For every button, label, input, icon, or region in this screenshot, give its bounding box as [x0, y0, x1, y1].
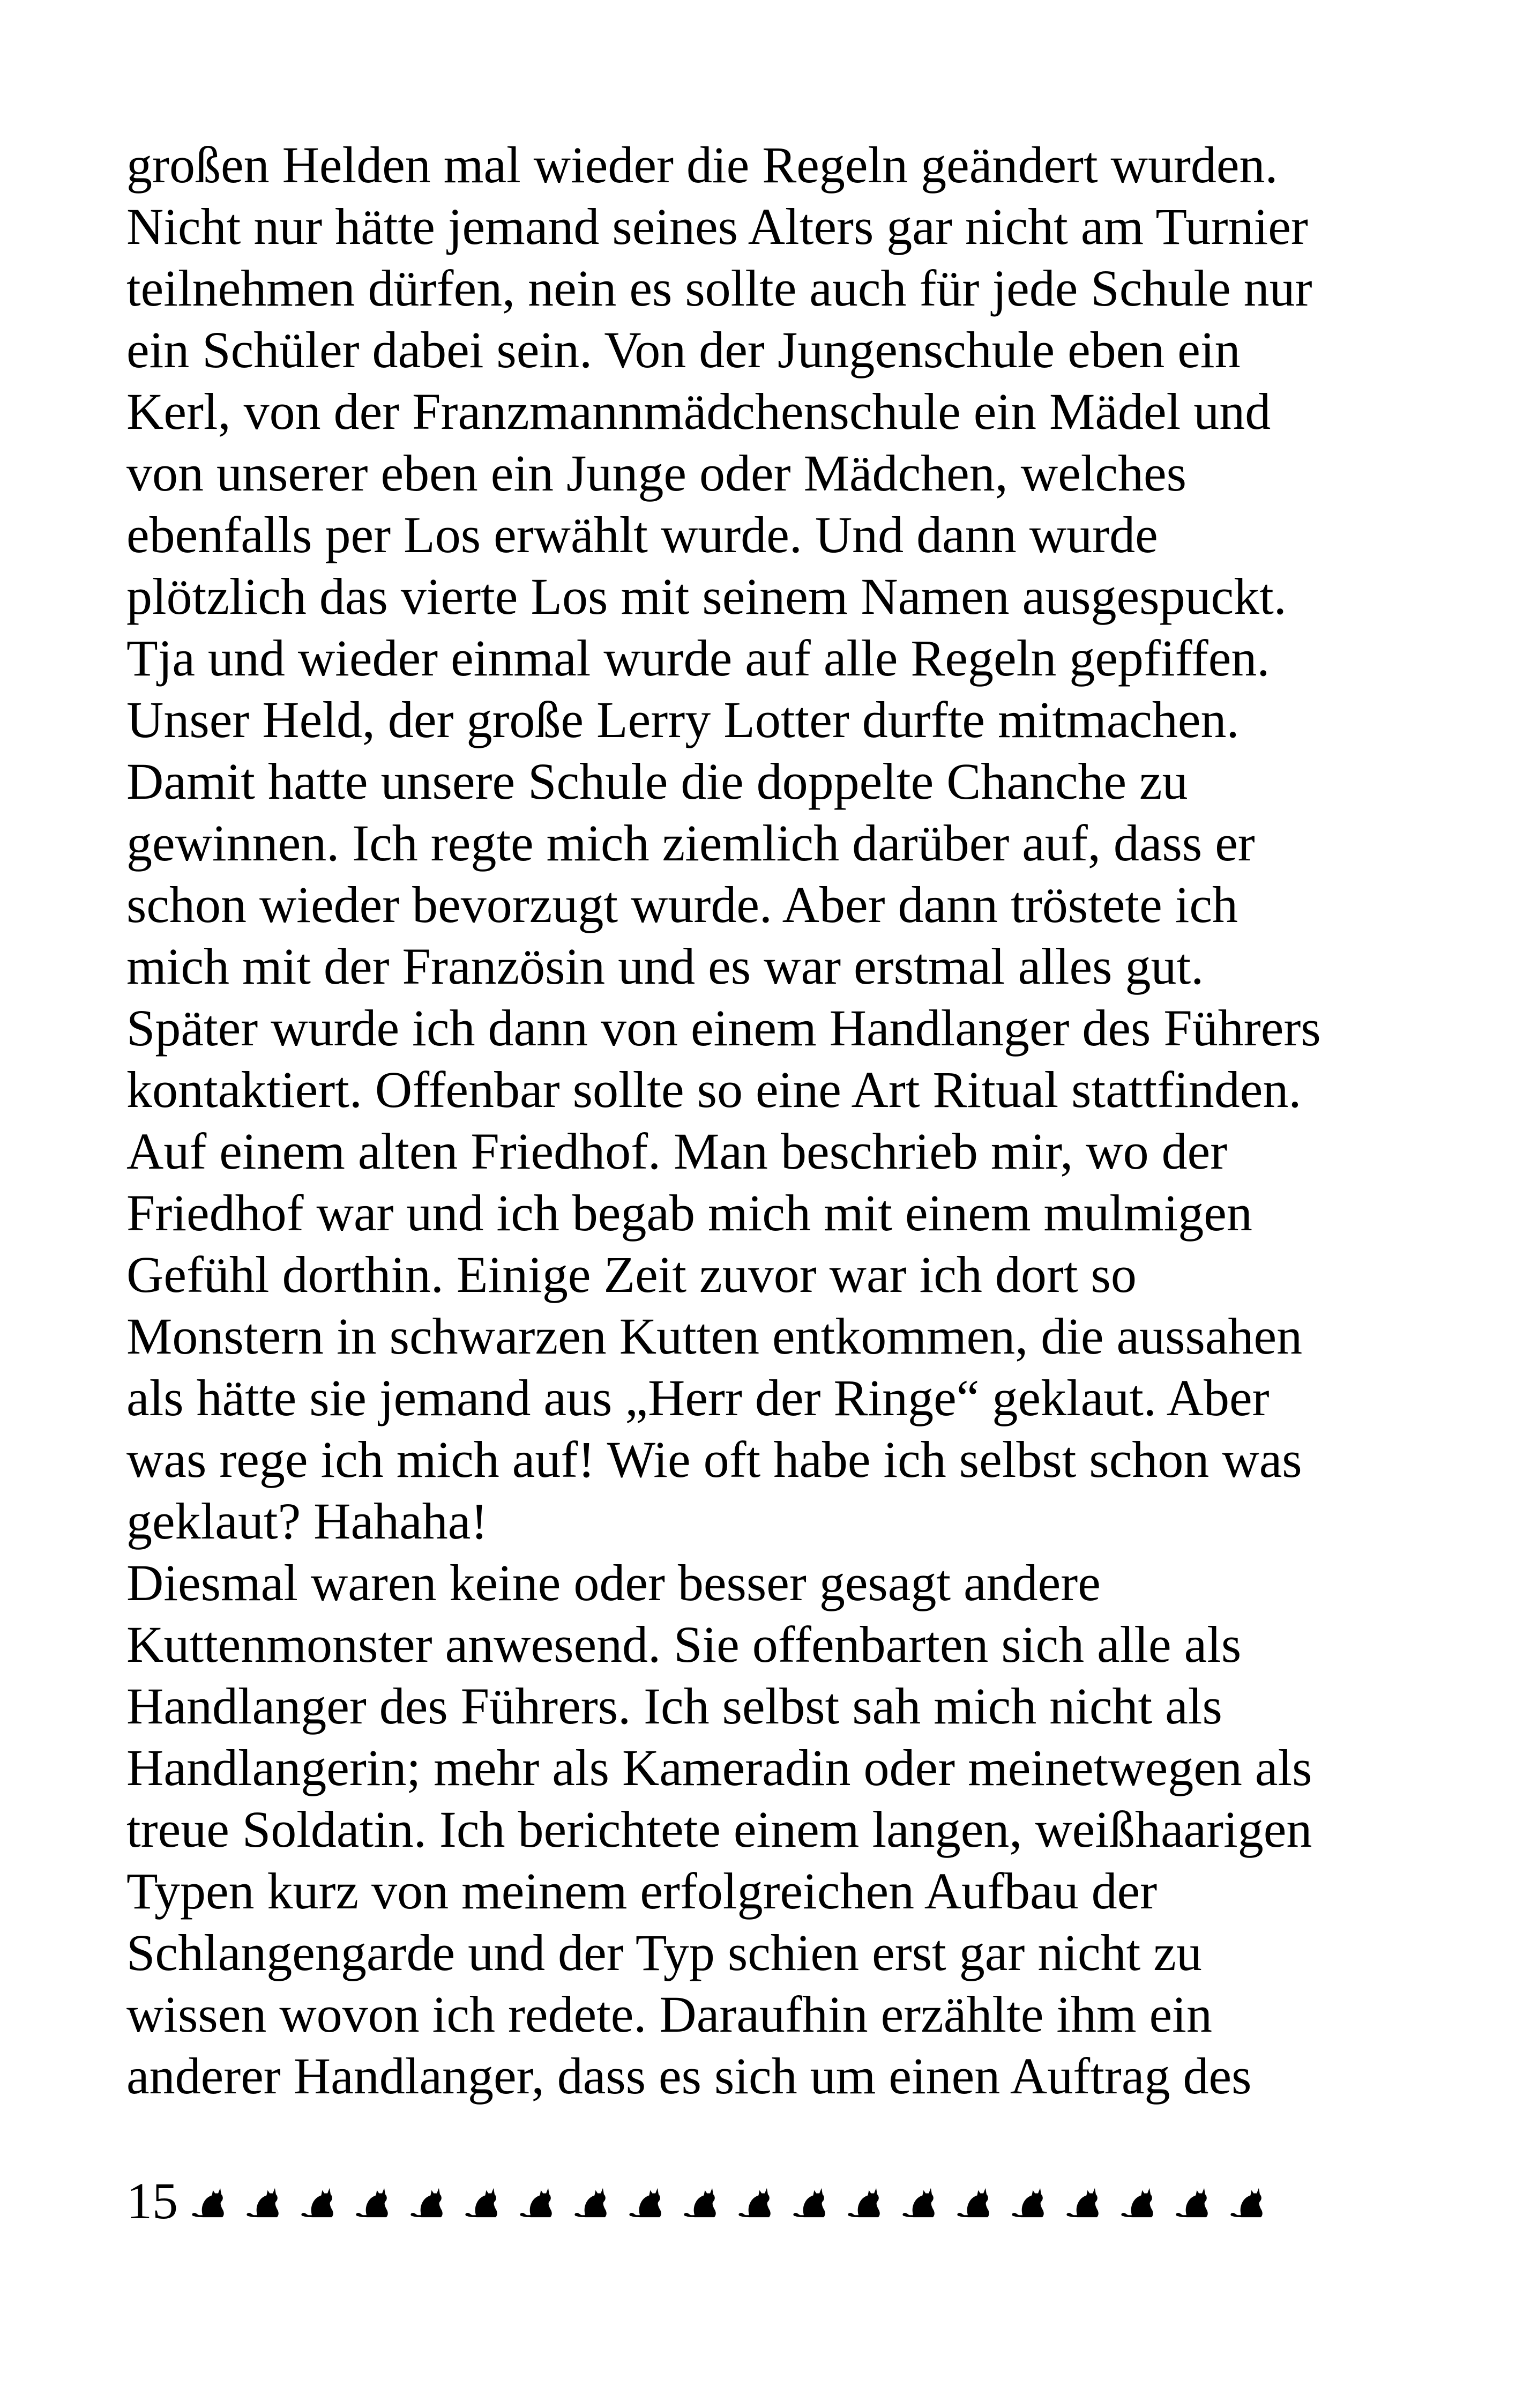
cat-icon: [846, 2184, 888, 2219]
text-line: Monstern in schwarzen Kutten entkommen, die aussahen: [126, 1307, 1303, 1365]
cat-icon: [518, 2184, 560, 2219]
text-line: von unserer eben ein Junge oder Mädchen, welches: [126, 444, 1186, 502]
text-line: Unser Held, der große Lerry Lotter durfte mitmachen.: [126, 691, 1240, 748]
text-line: Auf einem alten Friedhof. Man beschrieb mir, wo der: [126, 1123, 1228, 1180]
page-footer: [126, 2166, 1271, 2235]
cat-icon: [1119, 2184, 1161, 2219]
cat-ornament-row: [190, 2182, 1271, 2219]
cat-icon: [900, 2184, 943, 2219]
text-line: anderer Handlanger, dass es sich um einen Auftrag des: [126, 2047, 1252, 2105]
text-line: Nicht nur hätte jemand seines Alters gar nicht am Turnier: [126, 198, 1308, 255]
text-line: gewinnen. Ich regte mich ziemlich darüber auf, dass er: [126, 814, 1255, 872]
text-line: Handlanger des Führers. Ich selbst sah mich nicht als: [126, 1677, 1222, 1735]
cat-icon: [190, 2184, 232, 2219]
cat-icon: [408, 2184, 451, 2219]
text-line: großen Helden mal wieder die Regeln geändert wurden.: [126, 136, 1278, 194]
text-line: Damit hatte unsere Schule die doppelte Chanche zu: [126, 753, 1188, 810]
text-line: wissen wovon ich redete. Daraufhin erzählte ihm ein: [126, 1986, 1212, 2043]
text-line: Diesmal waren keine oder besser gesagt andere: [126, 1554, 1101, 1611]
text-line: ebenfalls per Los erwählt wurde. Und dann wurde: [126, 506, 1158, 563]
cat-icon: [1174, 2184, 1216, 2219]
text-line: Später wurde ich dann von einem Handlanger des Führers: [126, 999, 1321, 1057]
text-line: Tja und wieder einmal wurde auf alle Regeln gepfiffen.: [126, 629, 1270, 687]
cat-icon: [354, 2184, 396, 2219]
text-line: schon wieder bevorzugt wurde. Aber dann tröstete ich: [126, 876, 1238, 933]
cat-icon: [463, 2184, 505, 2219]
text-line: Gefühl dorthin. Einige Zeit zuvor war ich dort so: [126, 1246, 1137, 1303]
text-line: Kuttenmonster anwesend. Sie offenbarten sich alle als: [126, 1616, 1242, 1673]
cat-icon: [299, 2184, 341, 2219]
text-line: Handlangerin; mehr als Kameradin oder meinetwegen als: [126, 1739, 1312, 1796]
cat-icon: [1010, 2184, 1052, 2219]
text-line: Typen kurz von meinem erfolgreichen Aufbau der: [126, 1862, 1158, 1920]
text-line: Schlangengarde und der Typ schien erst gar nicht zu: [126, 1924, 1202, 1981]
body-text: [126, 134, 1413, 2107]
cat-icon: [1228, 2184, 1271, 2219]
text-line: Kerl, von der Franzmannmädchenschule ein Mädel und: [126, 383, 1271, 440]
text-line: Friedhof war und ich begab mich mit einem mulmigen: [126, 1184, 1252, 1242]
text-line: was rege ich mich auf! Wie oft habe ich selbst schon was: [126, 1431, 1302, 1488]
cat-icon: [572, 2184, 615, 2219]
text-line: teilnehmen dürfen, nein es sollte auch für jede Schule nur: [126, 259, 1312, 317]
cat-icon: [244, 2184, 287, 2219]
text-line: kontaktiert. Offenbar sollte so eine Art Ritual stattfinden.: [126, 1061, 1302, 1118]
page-number: 15: [126, 2172, 178, 2229]
cat-icon: [955, 2184, 997, 2219]
cat-icon: [791, 2184, 833, 2219]
text-line: als hätte sie jemand aus „Herr der Ringe“ geklaut. Aber: [126, 1369, 1270, 1426]
cat-icon: [1064, 2184, 1107, 2219]
text-line: geklaut? Hahaha!: [126, 1492, 488, 1550]
text-line: mich mit der Französin und es war erstmal alles gut.: [126, 938, 1204, 995]
cat-icon: [627, 2184, 669, 2219]
cat-icon: [682, 2184, 724, 2219]
cat-icon: [736, 2184, 779, 2219]
text-line: treue Soldatin. Ich berichtete einem langen, weißhaarigen: [126, 1801, 1312, 1858]
text-line: plötzlich das vierte Los mit seinem Namen ausgespuckt.: [126, 568, 1287, 625]
text-line: ein Schüler dabei sein. Von der Jungenschule eben ein: [126, 321, 1241, 378]
